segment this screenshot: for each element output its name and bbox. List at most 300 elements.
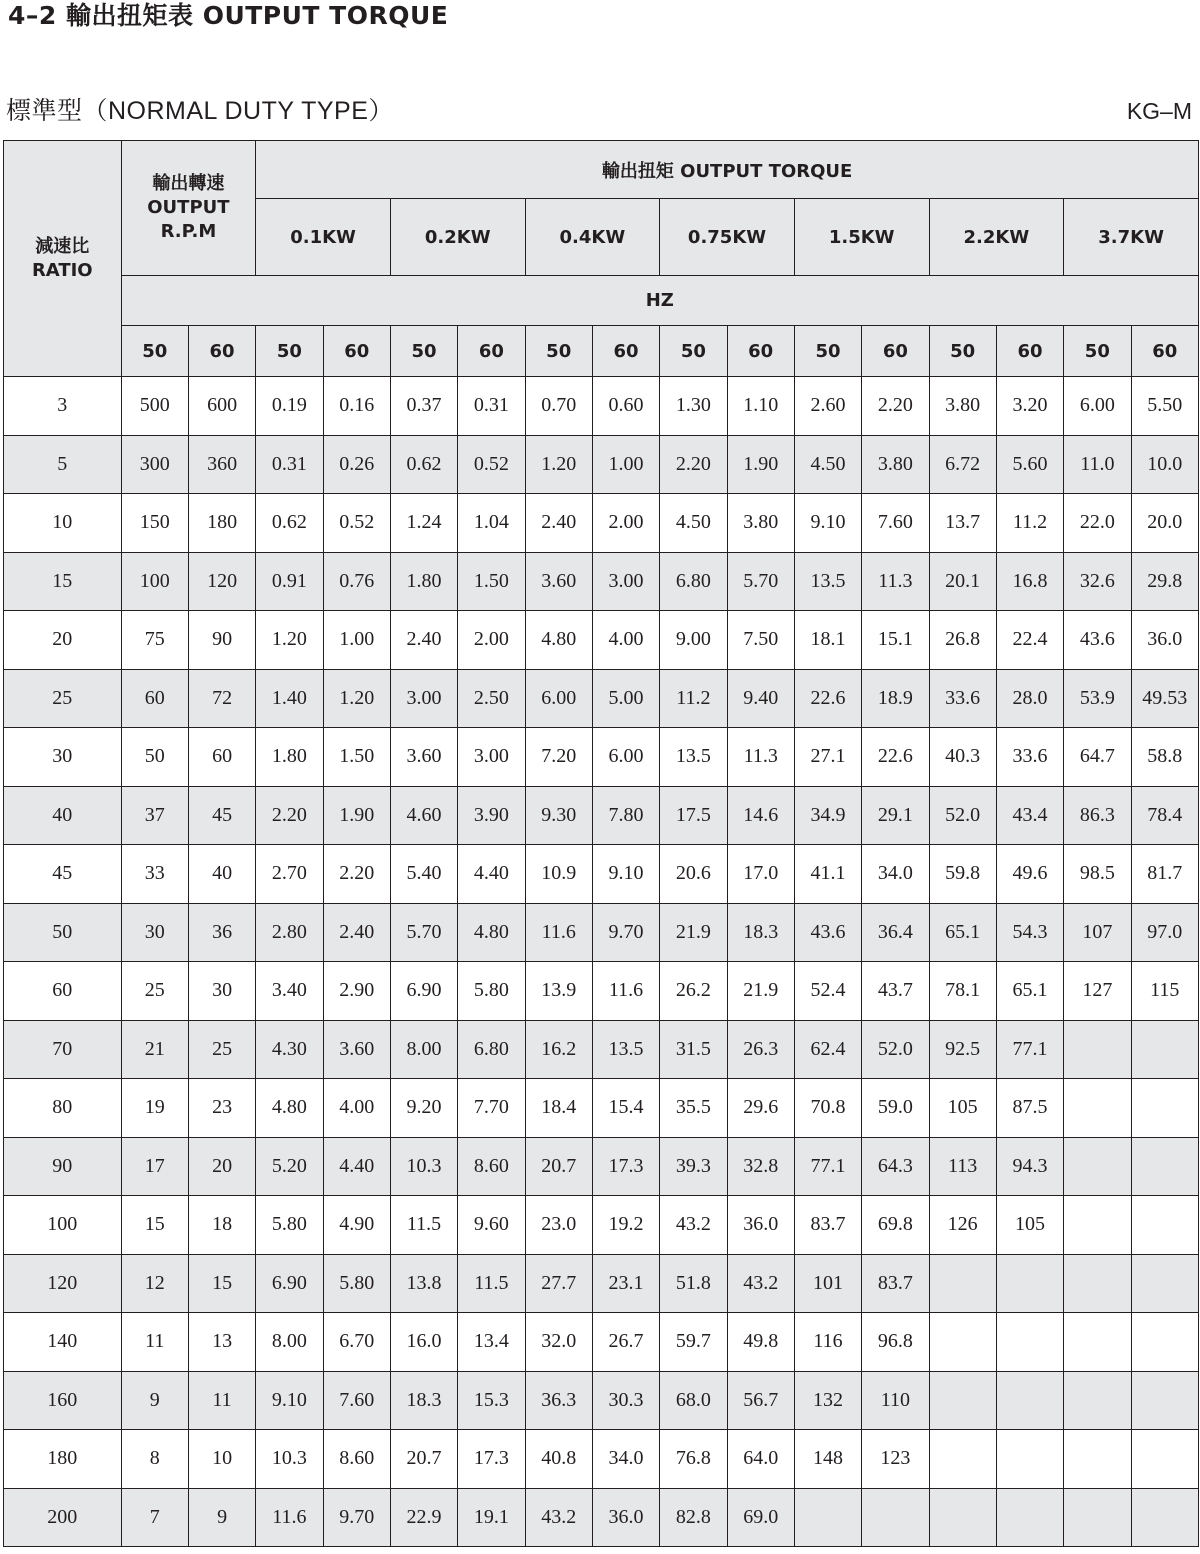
ratio-header-en: RATIO: [31, 259, 93, 281]
ratio-cell: 5: [4, 435, 122, 494]
torque-cell: 2.40: [525, 494, 592, 553]
torque-cell: 1.50: [323, 728, 390, 787]
torque-cell: 6.00: [1064, 377, 1131, 436]
ratio-cell: 100: [4, 1196, 122, 1255]
torque-cell: 33.6: [929, 669, 996, 728]
hz-value-header: 50: [929, 326, 996, 377]
torque-cell: 18.3: [727, 903, 794, 962]
torque-cell: [929, 1371, 996, 1430]
ratio-cell: 160: [4, 1371, 122, 1430]
torque-cell: [996, 1313, 1063, 1372]
torque-cell: 70.8: [794, 1079, 861, 1138]
torque-cell: 4.60: [390, 786, 457, 845]
torque-cell: 5.70: [390, 903, 457, 962]
table-row: [4, 728, 1199, 787]
torque-cell: 105: [996, 1196, 1063, 1255]
hz-value-header: 50: [794, 326, 861, 377]
torque-cell: 13.9: [525, 962, 592, 1021]
torque-cell: [1064, 1371, 1131, 1430]
torque-cell: 11.6: [256, 1488, 323, 1547]
torque-cell: 3.60: [390, 728, 457, 787]
torque-cell: 1.40: [256, 669, 323, 728]
torque-cell: 31.5: [660, 1020, 727, 1079]
torque-cell: 13.8: [390, 1254, 457, 1313]
torque-cell: 1.80: [390, 552, 457, 611]
torque-cell: 4.80: [458, 903, 525, 962]
torque-cell: 69.0: [727, 1488, 794, 1547]
torque-cell: 16.0: [390, 1313, 457, 1372]
torque-cell: 18.3: [390, 1371, 457, 1430]
torque-cell: 4.50: [794, 435, 861, 494]
torque-cell: 34.0: [592, 1430, 659, 1489]
torque-cell: [996, 1488, 1063, 1547]
torque-cell: 2.50: [458, 669, 525, 728]
torque-cell: 30.3: [592, 1371, 659, 1430]
rpm-cell: 72: [188, 669, 255, 728]
torque-cell: [1064, 1137, 1131, 1196]
torque-cell: 17.5: [660, 786, 727, 845]
hz-value-header: 50: [660, 326, 727, 377]
torque-cell: 58.8: [1131, 728, 1199, 787]
torque-cell: 6.00: [592, 728, 659, 787]
torque-cell: 9.60: [458, 1196, 525, 1255]
torque-cell: 2.00: [592, 494, 659, 553]
rpm-cell: 19: [121, 1079, 188, 1138]
torque-cell: 11.5: [458, 1254, 525, 1313]
rpm-cell: 500: [121, 377, 188, 436]
table-row: [4, 1254, 1199, 1313]
rpm-cell: 60: [188, 728, 255, 787]
hz-value-header: 60: [323, 326, 390, 377]
rpm-cell: 17: [121, 1137, 188, 1196]
torque-cell: 1.20: [323, 669, 390, 728]
torque-cell: 127: [1064, 962, 1131, 1021]
torque-cell: 5.40: [390, 845, 457, 904]
table-row: [4, 552, 1199, 611]
rpm-cell: 7: [121, 1488, 188, 1547]
torque-cell: 0.52: [458, 435, 525, 494]
rpm-cell: 15: [188, 1254, 255, 1313]
torque-cell: [996, 1254, 1063, 1313]
torque-cell: 98.5: [1064, 845, 1131, 904]
torque-cell: 21.9: [727, 962, 794, 1021]
rpm-cell: 75: [121, 611, 188, 670]
ratio-cell: 120: [4, 1254, 122, 1313]
torque-cell: 21.9: [660, 903, 727, 962]
torque-cell: 6.90: [390, 962, 457, 1021]
torque-cell: 18.4: [525, 1079, 592, 1138]
torque-cell: 2.20: [323, 845, 390, 904]
torque-cell: 20.0: [1131, 494, 1199, 553]
torque-cell: 27.1: [794, 728, 861, 787]
torque-cell: 148: [794, 1430, 861, 1489]
torque-cell: 6.90: [256, 1254, 323, 1313]
torque-cell: 34.9: [794, 786, 861, 845]
torque-cell: 3.00: [458, 728, 525, 787]
torque-cell: 19.2: [592, 1196, 659, 1255]
torque-cell: 20.7: [390, 1430, 457, 1489]
torque-cell: 36.0: [1131, 611, 1199, 670]
table-row: [4, 669, 1199, 728]
rpm-cell: 20: [188, 1137, 255, 1196]
torque-cell: 10.0: [1131, 435, 1199, 494]
ratio-header-zh: 減速比: [35, 235, 90, 257]
ratio-cell: 40: [4, 786, 122, 845]
torque-cell: 4.50: [660, 494, 727, 553]
torque-cell: 20.1: [929, 552, 996, 611]
torque-cell: 2.70: [256, 845, 323, 904]
rpm-cell: 300: [121, 435, 188, 494]
torque-cell: 94.3: [996, 1137, 1063, 1196]
torque-cell: 64.0: [727, 1430, 794, 1489]
table-row: [4, 611, 1199, 670]
table-row: [4, 1488, 1199, 1547]
torque-cell: [862, 1488, 929, 1547]
rpm-cell: 120: [188, 552, 255, 611]
rpm-cell: 15: [121, 1196, 188, 1255]
torque-cell: 20.6: [660, 845, 727, 904]
torque-cell: 13.5: [592, 1020, 659, 1079]
torque-cell: 9.30: [525, 786, 592, 845]
torque-cell: 11.6: [592, 962, 659, 1021]
torque-cell: 3.20: [996, 377, 1063, 436]
torque-cell: 3.60: [525, 552, 592, 611]
torque-cell: 51.8: [660, 1254, 727, 1313]
torque-cell: 9.00: [660, 611, 727, 670]
torque-cell: 4.40: [458, 845, 525, 904]
torque-cell: 113: [929, 1137, 996, 1196]
torque-cell: 2.40: [390, 611, 457, 670]
table-row: [4, 1020, 1199, 1079]
torque-cell: 17.3: [458, 1430, 525, 1489]
rpm-cell: 360: [188, 435, 255, 494]
torque-cell: 2.20: [256, 786, 323, 845]
torque-cell: [929, 1313, 996, 1372]
table-subtitle: 標準型（NORMAL DUTY TYPE）: [6, 97, 394, 125]
torque-cell: 78.1: [929, 962, 996, 1021]
torque-cell: 29.1: [862, 786, 929, 845]
hz-value-header: 50: [1064, 326, 1131, 377]
rpm-cell: 10: [188, 1430, 255, 1489]
torque-cell: [996, 1371, 1063, 1430]
rpm-cell: 37: [121, 786, 188, 845]
torque-cell: 11.2: [996, 494, 1063, 553]
table-row: [4, 435, 1199, 494]
torque-cell: 26.8: [929, 611, 996, 670]
torque-cell: 77.1: [996, 1020, 1063, 1079]
torque-cell: 28.0: [996, 669, 1063, 728]
torque-cell: 3.80: [929, 377, 996, 436]
torque-cell: 9.20: [390, 1079, 457, 1138]
torque-cell: 5.60: [996, 435, 1063, 494]
table-row: [4, 1137, 1199, 1196]
torque-cell: 1.90: [727, 435, 794, 494]
torque-cell: 59.8: [929, 845, 996, 904]
torque-cell: 69.8: [862, 1196, 929, 1255]
torque-cell: 43.6: [1064, 611, 1131, 670]
hz-value-header: 60: [862, 326, 929, 377]
torque-cell: 49.6: [996, 845, 1063, 904]
torque-cell: [996, 1430, 1063, 1489]
kw-header: 0.1KW: [256, 199, 391, 276]
torque-cell: 64.7: [1064, 728, 1131, 787]
torque-cell: 8.00: [256, 1313, 323, 1372]
kw-header: 0.75KW: [660, 199, 795, 276]
torque-cell: 11.5: [390, 1196, 457, 1255]
torque-cell: [929, 1488, 996, 1547]
torque-cell: 87.5: [996, 1079, 1063, 1138]
ratio-cell: 60: [4, 962, 122, 1021]
ratio-cell: 140: [4, 1313, 122, 1372]
ratio-cell: 25: [4, 669, 122, 728]
torque-cell: 7.60: [323, 1371, 390, 1430]
torque-cell: 11.3: [727, 728, 794, 787]
torque-header: 輸出扭矩 OUTPUT TORQUE: [256, 141, 1199, 199]
torque-cell: 5.00: [592, 669, 659, 728]
torque-cell: 23.1: [592, 1254, 659, 1313]
rpm-cell: 100: [121, 552, 188, 611]
torque-cell: 77.1: [794, 1137, 861, 1196]
torque-cell: 41.1: [794, 845, 861, 904]
torque-cell: 4.00: [323, 1079, 390, 1138]
torque-cell: 126: [929, 1196, 996, 1255]
hz-value-header: 60: [727, 326, 794, 377]
torque-cell: 5.70: [727, 552, 794, 611]
torque-cell: 0.60: [592, 377, 659, 436]
torque-cell: [1131, 1371, 1199, 1430]
torque-cell: 54.3: [996, 903, 1063, 962]
table-row: [4, 1079, 1199, 1138]
torque-cell: 59.7: [660, 1313, 727, 1372]
torque-cell: 1.80: [256, 728, 323, 787]
table-row: [4, 1371, 1199, 1430]
hz-value-header: 60: [996, 326, 1063, 377]
torque-cell: 19.1: [458, 1488, 525, 1547]
torque-cell: 7.60: [862, 494, 929, 553]
torque-cell: 9.10: [794, 494, 861, 553]
torque-cell: [1064, 1254, 1131, 1313]
rpm-cell: 40: [188, 845, 255, 904]
torque-cell: 9.10: [592, 845, 659, 904]
torque-cell: 76.8: [660, 1430, 727, 1489]
torque-cell: 36.0: [727, 1196, 794, 1255]
torque-cell: 0.70: [525, 377, 592, 436]
torque-cell: 105: [929, 1079, 996, 1138]
torque-cell: 3.60: [323, 1020, 390, 1079]
torque-cell: 4.00: [592, 611, 659, 670]
torque-cell: 22.6: [862, 728, 929, 787]
torque-cell: 8.00: [390, 1020, 457, 1079]
rpm-cell: 30: [188, 962, 255, 1021]
torque-cell: 1.90: [323, 786, 390, 845]
torque-cell: 65.1: [996, 962, 1063, 1021]
torque-cell: 4.80: [256, 1079, 323, 1138]
torque-cell: 11.6: [525, 903, 592, 962]
torque-cell: 3.80: [862, 435, 929, 494]
rpm-cell: 45: [188, 786, 255, 845]
torque-cell: [1131, 1430, 1199, 1489]
table-row: [4, 1313, 1199, 1372]
torque-cell: 6.80: [660, 552, 727, 611]
torque-cell: 34.0: [862, 845, 929, 904]
torque-cell: 29.8: [1131, 552, 1199, 611]
torque-cell: 0.16: [323, 377, 390, 436]
torque-cell: 43.7: [862, 962, 929, 1021]
torque-cell: [1131, 1313, 1199, 1372]
table-row: [4, 962, 1199, 1021]
torque-cell: 43.2: [660, 1196, 727, 1255]
hz-value-header: 60: [458, 326, 525, 377]
torque-cell: 0.31: [458, 377, 525, 436]
torque-cell: 9.10: [256, 1371, 323, 1430]
torque-cell: 23.0: [525, 1196, 592, 1255]
torque-cell: 7.70: [458, 1079, 525, 1138]
torque-cell: 22.6: [794, 669, 861, 728]
torque-cell: 29.6: [727, 1079, 794, 1138]
torque-cell: 16.2: [525, 1020, 592, 1079]
torque-cell: 11.3: [862, 552, 929, 611]
table-row: [4, 786, 1199, 845]
torque-cell: [929, 1254, 996, 1313]
rpm-cell: 18: [188, 1196, 255, 1255]
rpm-header: [121, 141, 256, 276]
torque-cell: [1064, 1196, 1131, 1255]
torque-cell: 0.31: [256, 435, 323, 494]
torque-cell: [1131, 1079, 1199, 1138]
torque-cell: 6.00: [525, 669, 592, 728]
hz-value-header: 60: [188, 326, 255, 377]
torque-cell: 4.40: [323, 1137, 390, 1196]
torque-cell: [1064, 1430, 1131, 1489]
table-row: [4, 494, 1199, 553]
rpm-cell: 33: [121, 845, 188, 904]
torque-cell: 11.2: [660, 669, 727, 728]
model-code: KG–M: [1126, 98, 1192, 124]
torque-cell: 64.3: [862, 1137, 929, 1196]
ratio-cell: 15: [4, 552, 122, 611]
torque-cell: 10.3: [256, 1430, 323, 1489]
ratio-cell: 180: [4, 1430, 122, 1489]
torque-cell: [929, 1430, 996, 1489]
torque-cell: 97.0: [1131, 903, 1199, 962]
torque-cell: 3.40: [256, 962, 323, 1021]
torque-cell: 3.00: [592, 552, 659, 611]
torque-cell: 5.50: [1131, 377, 1199, 436]
torque-cell: [1131, 1137, 1199, 1196]
torque-cell: 17.3: [592, 1137, 659, 1196]
torque-cell: 6.70: [323, 1313, 390, 1372]
torque-cell: 3.90: [458, 786, 525, 845]
torque-cell: [1131, 1488, 1199, 1547]
torque-cell: 32.6: [1064, 552, 1131, 611]
torque-cell: 49.53: [1131, 669, 1199, 728]
torque-cell: [1064, 1079, 1131, 1138]
table-row: [4, 1430, 1199, 1489]
torque-cell: 22.0: [1064, 494, 1131, 553]
torque-cell: 0.37: [390, 377, 457, 436]
table-row: [4, 377, 1199, 436]
torque-cell: 0.26: [323, 435, 390, 494]
rpm-header-zh: 輸出轉速: [152, 173, 225, 194]
torque-cell: 27.7: [525, 1254, 592, 1313]
torque-cell: 0.76: [323, 552, 390, 611]
ratio-cell: 200: [4, 1488, 122, 1547]
torque-cell: 81.7: [1131, 845, 1199, 904]
torque-cell: 1.00: [592, 435, 659, 494]
ratio-cell: 30: [4, 728, 122, 787]
torque-cell: 35.5: [660, 1079, 727, 1138]
torque-cell: 36.4: [862, 903, 929, 962]
rpm-cell: 150: [121, 494, 188, 553]
torque-cell: 1.04: [458, 494, 525, 553]
torque-cell: 86.3: [1064, 786, 1131, 845]
table-row: [4, 845, 1199, 904]
torque-cell: 11.0: [1064, 435, 1131, 494]
torque-cell: 1.00: [323, 611, 390, 670]
ratio-cell: 90: [4, 1137, 122, 1196]
torque-cell: 59.0: [862, 1079, 929, 1138]
torque-cell: 2.40: [323, 903, 390, 962]
torque-cell: 2.60: [794, 377, 861, 436]
torque-cell: 4.90: [323, 1196, 390, 1255]
torque-cell: 43.4: [996, 786, 1063, 845]
rpm-cell: 23: [188, 1079, 255, 1138]
torque-cell: 13.4: [458, 1313, 525, 1372]
torque-cell: [1131, 1196, 1199, 1255]
torque-cell: 10.9: [525, 845, 592, 904]
ratio-cell: 3: [4, 377, 122, 436]
torque-cell: 123: [862, 1430, 929, 1489]
rpm-header-en-2: R.P.M: [160, 221, 217, 242]
torque-cell: 32.8: [727, 1137, 794, 1196]
torque-cell: 17.0: [727, 845, 794, 904]
rpm-cell: 180: [188, 494, 255, 553]
torque-cell: 22.9: [390, 1488, 457, 1547]
torque-cell: 132: [794, 1371, 861, 1430]
torque-cell: 8.60: [458, 1137, 525, 1196]
torque-cell: 62.4: [794, 1020, 861, 1079]
torque-cell: 52.4: [794, 962, 861, 1021]
rpm-cell: 50: [121, 728, 188, 787]
hz-value-header: 60: [1131, 326, 1199, 377]
rpm-cell: 9: [188, 1488, 255, 1547]
torque-cell: 15.3: [458, 1371, 525, 1430]
torque-cell: 32.0: [525, 1313, 592, 1372]
torque-cell: 68.0: [660, 1371, 727, 1430]
torque-cell: [794, 1488, 861, 1547]
torque-cell: [1131, 1254, 1199, 1313]
hz-header: HZ: [121, 276, 1198, 326]
torque-cell: 56.7: [727, 1371, 794, 1430]
ratio-cell: 10: [4, 494, 122, 553]
torque-cell: 0.62: [390, 435, 457, 494]
ratio-cell: 70: [4, 1020, 122, 1079]
torque-cell: 39.3: [660, 1137, 727, 1196]
rpm-cell: 60: [121, 669, 188, 728]
torque-cell: 0.19: [256, 377, 323, 436]
ratio-cell: 80: [4, 1079, 122, 1138]
torque-cell: 96.8: [862, 1313, 929, 1372]
torque-cell: 5.80: [458, 962, 525, 1021]
rpm-cell: 600: [188, 377, 255, 436]
torque-cell: 40.8: [525, 1430, 592, 1489]
torque-cell: 2.20: [862, 377, 929, 436]
hz-value-header: 60: [592, 326, 659, 377]
ratio-cell: 20: [4, 611, 122, 670]
torque-cell: 1.20: [525, 435, 592, 494]
torque-cell: 10.3: [390, 1137, 457, 1196]
ratio-cell: 45: [4, 845, 122, 904]
